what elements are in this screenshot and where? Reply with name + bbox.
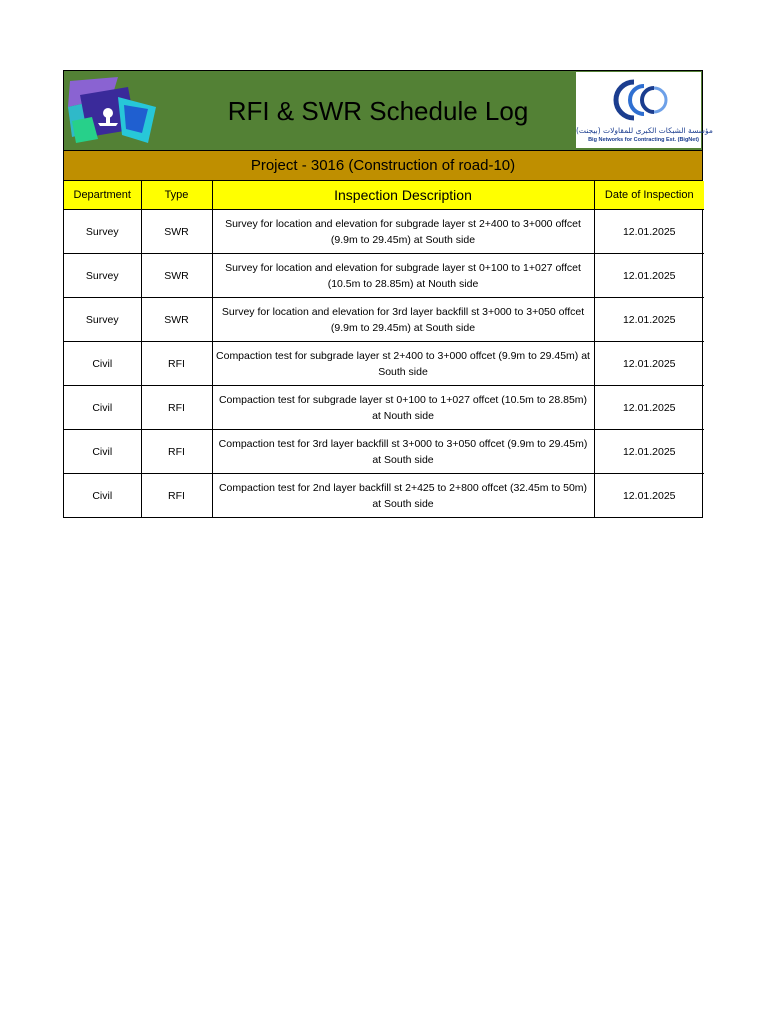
cell-type: RFI	[141, 386, 212, 430]
company-english-name: Big Networks for Contracting Est. (BigNet)	[588, 137, 699, 143]
cell-type: RFI	[141, 430, 212, 474]
cell-type: SWR	[141, 210, 212, 254]
column-header-date: Date of Inspection	[594, 181, 704, 210]
column-header-department: Department	[64, 181, 141, 210]
cell-type: SWR	[141, 298, 212, 342]
ministry-logo	[68, 77, 160, 145]
cell-department: Civil	[64, 474, 141, 518]
cell-department: Civil	[64, 342, 141, 386]
table-row	[64, 298, 704, 342]
column-header-type: Type	[141, 181, 212, 210]
table-header-row	[64, 181, 704, 210]
cell-department: Survey	[64, 298, 141, 342]
cell-description: Compaction test for subgrade layer st 0+100 to 1+027 offcet (10.5m to 28.85m) at Nouth side	[212, 386, 594, 430]
company-arabic-name: مؤسسة الشبكات الكبرى للمقاولات (بيجنت)	[576, 126, 713, 135]
project-title: Project - 3016 (Construction of road-10)	[64, 151, 702, 181]
company-logo	[576, 72, 713, 148]
bignet-mark-icon	[608, 76, 668, 124]
cell-type: RFI	[141, 474, 212, 518]
cell-description: Survey for location and elevation for 3rd layer backfill st 3+000 to 3+050 offcet (9.9m to 29.45m) at South side	[212, 298, 594, 342]
cell-description: Compaction test for 2nd layer backfill st 2+425 to 2+800 offcet (32.45m to 50m) at South side	[212, 474, 594, 518]
cell-description: Compaction test for 3rd layer backfill st 3+000 to 3+050 offcet (9.9m to 29.45m) at South side	[212, 430, 594, 474]
page-title: RFI & SWR Schedule Log	[227, 96, 529, 126]
table-row	[64, 210, 704, 254]
cell-department: Survey	[64, 254, 141, 298]
table-row	[64, 474, 704, 518]
cell-date: 12.01.2025	[594, 386, 704, 430]
cell-date: 12.01.2025	[594, 342, 704, 386]
cell-date: 12.01.2025	[594, 430, 704, 474]
cell-description: Survey for location and elevation for subgrade layer st 2+400 to 3+000 offcet (9.9m to 29.45m) at South side	[212, 210, 594, 254]
cell-department: Civil	[64, 386, 141, 430]
cell-department: Survey	[64, 210, 141, 254]
cell-date: 12.01.2025	[594, 474, 704, 518]
sheet-header	[64, 71, 713, 151]
cell-department: Civil	[64, 430, 141, 474]
schedule-log-sheet	[63, 70, 713, 518]
table-row	[64, 254, 704, 298]
cell-date: 12.01.2025	[594, 210, 704, 254]
table-row	[64, 386, 704, 430]
cell-date: 12.01.2025	[594, 254, 704, 298]
inspection-table	[64, 181, 704, 517]
cell-date: 12.01.2025	[594, 298, 704, 342]
table-row	[64, 430, 704, 474]
cell-type: SWR	[141, 254, 212, 298]
cell-type: RFI	[141, 342, 212, 386]
cell-description: Compaction test for subgrade layer st 2+400 to 3+000 offcet (9.9m to 29.45m) at South side	[212, 342, 594, 386]
table-row	[64, 342, 704, 386]
cell-description: Survey for location and elevation for subgrade layer st 0+100 to 1+027 offcet (10.5m to 28.85m) at Nouth side	[212, 254, 594, 298]
column-header-description: Inspection Description	[212, 181, 594, 210]
